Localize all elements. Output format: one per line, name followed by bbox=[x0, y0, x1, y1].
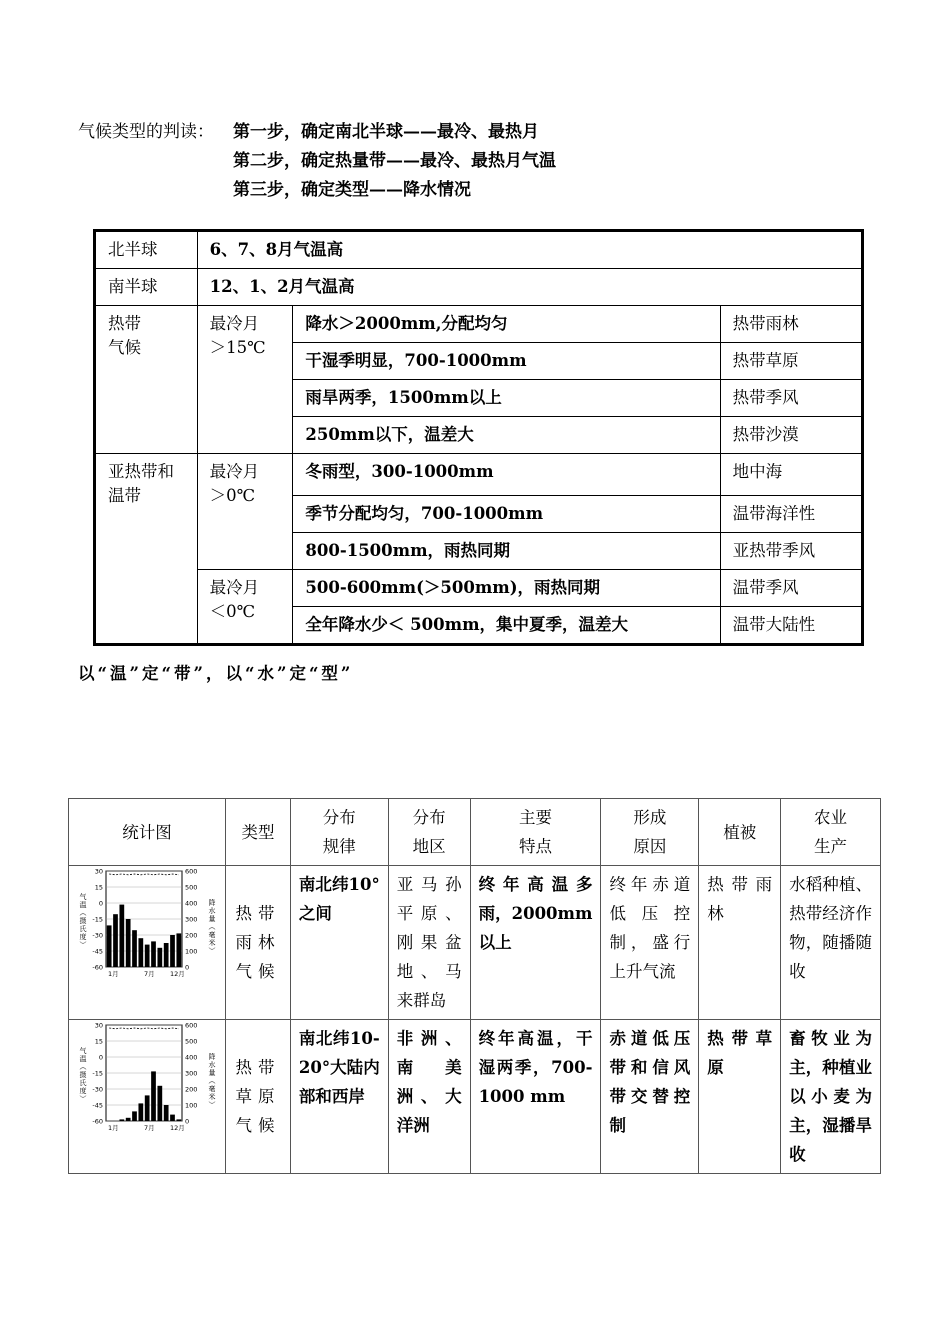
subtropical-condition-below-zero: 最冷月 ＜0℃ bbox=[197, 570, 293, 645]
chart-left-tick: -15 bbox=[92, 915, 103, 924]
row-pattern: 南北纬10-20°大陆内部和西岸 bbox=[290, 1020, 388, 1174]
chart-right-tick: 500 bbox=[185, 883, 198, 892]
temperate-type: 温带季风 bbox=[720, 570, 862, 607]
precipitation-bar bbox=[107, 925, 112, 967]
step-1: 第一步，确定南北半球——最冷、最热月 bbox=[233, 122, 539, 142]
tropical-type: 热带草原 bbox=[720, 343, 862, 380]
tropical-desc: 干湿季明显，700-1000mm bbox=[293, 343, 720, 380]
header-pattern: 分布 规律 bbox=[290, 799, 388, 866]
climate-chart-cell bbox=[69, 1020, 226, 1174]
hemisphere-north-label: 北半球 bbox=[95, 231, 198, 269]
row-vegetation: 热带草原 bbox=[699, 1020, 781, 1174]
tropical-type: 热带沙漠 bbox=[720, 417, 862, 454]
row-type: 热带草原气候 bbox=[225, 1020, 290, 1174]
chart-right-tick: 100 bbox=[185, 1101, 198, 1110]
chart-left-axis-label: 气温（摄氏度） bbox=[79, 1047, 87, 1103]
header-vegetation: 植被 bbox=[699, 799, 781, 866]
steps-lead: 气候类型的判读： bbox=[78, 122, 214, 142]
temperate-type: 温带大陆性 bbox=[720, 607, 862, 645]
row-cause: 终年赤道低压控制，盛行上升气流 bbox=[601, 866, 699, 1020]
row-region: 亚马孙平原、刚果盆地、马来群岛 bbox=[388, 866, 470, 1020]
precipitation-bar bbox=[145, 1095, 150, 1121]
subtropical-label: 亚热带和 温带 bbox=[95, 454, 198, 645]
header-chart: 统计图 bbox=[69, 799, 226, 866]
tropical-desc: 降水＞2000mm,分配均匀 bbox=[293, 306, 720, 343]
subtropical-desc: 季节分配均匀，700-1000mm bbox=[293, 496, 720, 533]
header-agriculture: 农业 生产 bbox=[781, 799, 881, 866]
chart-left-tick: -15 bbox=[92, 1069, 103, 1078]
hemisphere-south-value: 12、1、2月气温高 bbox=[197, 269, 862, 306]
chart-left-tick: 0 bbox=[98, 899, 103, 908]
chart-x-label: 1月 bbox=[108, 1124, 119, 1132]
chart-right-tick: 500 bbox=[185, 1037, 198, 1046]
row-region: 非洲、南美洲、大洋洲 bbox=[388, 1020, 470, 1174]
chart-x-label: 1月 bbox=[108, 970, 119, 978]
precipitation-bar bbox=[113, 914, 118, 967]
chart-right-tick: 0 bbox=[185, 1117, 190, 1126]
temperature-line bbox=[109, 874, 179, 875]
precipitation-bar bbox=[126, 919, 131, 967]
chart-x-label: 12月 bbox=[170, 1124, 185, 1132]
chart-right-axis-label: 降水量（毫米） bbox=[208, 1053, 216, 1109]
chart-right-tick: 0 bbox=[185, 963, 190, 972]
precipitation-bar bbox=[170, 1115, 175, 1121]
temperate-desc: 全年降水少＜ 500mm，集中夏季，温差大 bbox=[293, 607, 720, 645]
chart-left-tick: -60 bbox=[92, 1117, 103, 1126]
precipitation-bar bbox=[119, 905, 124, 967]
climate-chart-cell bbox=[69, 866, 226, 1020]
chart-right-tick: 200 bbox=[185, 1085, 198, 1094]
hemisphere-north-value: 6、7、8月气温高 bbox=[197, 231, 862, 269]
precipitation-bar bbox=[126, 1118, 131, 1121]
chart-left-tick: -30 bbox=[92, 1085, 103, 1094]
tropical-type: 热带季风 bbox=[720, 380, 862, 417]
precipitation-bar bbox=[151, 1071, 156, 1121]
climate-judgement-table bbox=[93, 229, 864, 646]
header-feature: 主要 特点 bbox=[470, 799, 601, 866]
row-vegetation: 热带雨林 bbox=[699, 866, 781, 1020]
temperate-desc: 500-600mm(＞500mm)，雨热同期 bbox=[293, 570, 720, 607]
rule-summary: 以“温”定“带”，以“水”定“型” bbox=[78, 664, 354, 683]
climate-type-table bbox=[68, 798, 881, 1174]
chart-x-label: 12月 bbox=[170, 970, 185, 978]
chart-right-tick: 400 bbox=[185, 899, 198, 908]
precipitation-bar bbox=[157, 1086, 162, 1121]
chart-left-tick: 30 bbox=[94, 1021, 103, 1030]
step-2: 第二步，确定热量带——最冷、最热月气温 bbox=[233, 151, 556, 171]
row-agriculture: 畜牧业为主，种植业以小麦为主，湿播旱收 bbox=[781, 1020, 881, 1174]
chart-right-tick: 400 bbox=[185, 1053, 198, 1062]
chart-left-tick: -45 bbox=[92, 1101, 103, 1110]
row-type: 热带雨林气候 bbox=[225, 866, 290, 1020]
chart-left-tick: 30 bbox=[94, 867, 103, 876]
precipitation-bar bbox=[132, 930, 137, 967]
precipitation-bar bbox=[138, 938, 143, 967]
tropical-condition: 最冷月 ＞15℃ bbox=[197, 306, 293, 454]
chart-left-axis-label: 气温（摄氏度） bbox=[79, 893, 87, 949]
row-feature: 终年高温多雨，2000mm以上 bbox=[470, 866, 601, 1020]
precipitation-bar bbox=[119, 1119, 124, 1121]
chart-left-tick: 15 bbox=[94, 883, 103, 892]
chart-right-tick: 300 bbox=[185, 1069, 198, 1078]
subtropical-type: 地中海 bbox=[720, 454, 862, 496]
subtropical-condition-above-zero: 最冷月 ＞0℃ bbox=[197, 454, 293, 570]
chart-left-tick: -60 bbox=[92, 963, 103, 972]
header-type: 类型 bbox=[225, 799, 290, 866]
chart-right-axis-label: 降水量（毫米） bbox=[208, 899, 216, 955]
precipitation-bar bbox=[132, 1111, 137, 1121]
precipitation-bar bbox=[176, 1119, 181, 1121]
precipitation-bar bbox=[164, 943, 169, 967]
hemisphere-south-label: 南半球 bbox=[95, 269, 198, 306]
tropical-type: 热带雨林 bbox=[720, 306, 862, 343]
row-pattern: 南北纬10°之间 bbox=[290, 866, 388, 1020]
precipitation-bar bbox=[170, 935, 175, 967]
subtropical-desc: 冬雨型，300-1000mm bbox=[293, 454, 720, 496]
chart-right-tick: 200 bbox=[185, 931, 198, 940]
temperature-line bbox=[109, 1028, 179, 1029]
chart-x-label: 7月 bbox=[144, 970, 155, 978]
precipitation-bar bbox=[164, 1105, 169, 1121]
rainforest-climate-chart bbox=[69, 866, 224, 1008]
subtropical-desc: 800-1500mm，雨热同期 bbox=[293, 533, 720, 570]
step-3: 第三步，确定类型——降水情况 bbox=[233, 180, 471, 200]
subtropical-type: 温带海洋性 bbox=[720, 496, 862, 533]
savanna-climate-chart bbox=[69, 1020, 224, 1162]
tropical-desc: 250mm以下，温差大 bbox=[293, 417, 720, 454]
chart-left-tick: 0 bbox=[98, 1053, 103, 1062]
chart-right-tick: 600 bbox=[185, 1021, 198, 1030]
chart-x-label: 7月 bbox=[144, 1124, 155, 1132]
chart-right-tick: 300 bbox=[185, 915, 198, 924]
precipitation-bar bbox=[138, 1103, 143, 1121]
climate-steps bbox=[78, 118, 556, 205]
tropical-desc: 雨旱两季，1500mm以上 bbox=[293, 380, 720, 417]
chart-left-tick: 15 bbox=[94, 1037, 103, 1046]
precipitation-bar bbox=[176, 933, 181, 967]
tropical-label: 热带 气候 bbox=[95, 306, 198, 454]
header-cause: 形成 原因 bbox=[601, 799, 699, 866]
row-feature: 终年高温，干湿两季，700-1000 mm bbox=[470, 1020, 601, 1174]
chart-left-tick: -45 bbox=[92, 947, 103, 956]
precipitation-bar bbox=[157, 948, 162, 967]
precipitation-bar bbox=[145, 945, 150, 967]
row-cause: 赤道低压带和信风带交替控制 bbox=[601, 1020, 699, 1174]
chart-right-tick: 100 bbox=[185, 947, 198, 956]
row-agriculture: 水稻种植、热带经济作物，随播随收 bbox=[781, 866, 881, 1020]
header-region: 分布 地区 bbox=[388, 799, 470, 866]
subtropical-type: 亚热带季风 bbox=[720, 533, 862, 570]
chart-right-tick: 600 bbox=[185, 867, 198, 876]
precipitation-bar bbox=[151, 941, 156, 967]
chart-left-tick: -30 bbox=[92, 931, 103, 940]
